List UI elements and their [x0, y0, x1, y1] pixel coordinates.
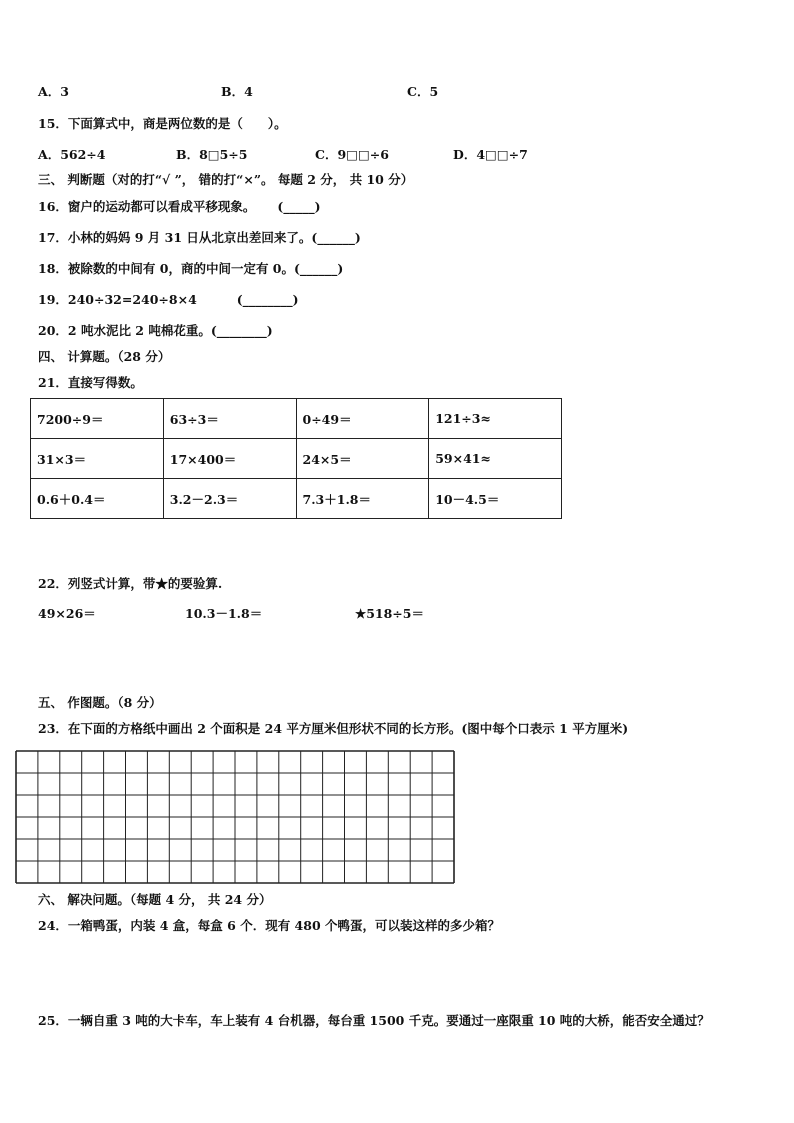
q14-option-b: B．4 — [221, 84, 253, 99]
section5-title: 五、 作图题。（8 分） — [38, 695, 162, 710]
q19-text: 19．240÷32=240÷8×4 (________) — [38, 292, 299, 307]
section4-title: 四、 计算题。（28 分） — [38, 349, 171, 364]
table-cell: 7200÷9＝ — [31, 399, 164, 439]
q14-option-c: C．5 — [407, 84, 439, 99]
q20-text: 20．2 吨水泥比 2 吨棉花重。(________) — [38, 323, 273, 338]
q22-item-1: 49×26＝ — [38, 606, 96, 621]
table-cell: 63÷3＝ — [163, 399, 296, 439]
q23-text: 23．在下面的方格纸中画出 2 个面积是 24 平方厘米但形状不同的长方形。(图中每个口表示 1 平方厘米) — [38, 721, 629, 736]
q15-option-c: C．9□□÷6 — [315, 147, 389, 162]
section6-title: 六、 解决问题。（每题 4 分， 共 24 分） — [38, 892, 272, 907]
q14-option-a: A．3 — [38, 84, 69, 99]
table-row — [31, 479, 562, 519]
grid-canvas[interactable] — [15, 750, 455, 884]
q24-text: 24．一箱鸭蛋，内装 4 盒，每盒 6 个．现有 480 个鸭蛋，可以装这样的多少箱？ — [38, 918, 500, 933]
table-cell: 3.2－2.3＝ — [163, 479, 296, 519]
q22-item-2: 10.3－1.8＝ — [185, 606, 263, 621]
q17-blank[interactable]: (______) — [311, 230, 361, 245]
q18-blank[interactable]: (______) — [294, 261, 344, 276]
table-row — [31, 439, 562, 479]
table-cell: 0÷49＝ — [296, 399, 429, 439]
q15-option-b: B．8□5÷5 — [176, 147, 248, 162]
q22-item-3: ★518÷5＝ — [355, 606, 424, 621]
q15-stem: 15．下面算式中，商是两位数的是（ ）。 — [38, 116, 287, 131]
q17-text: 17．小林的妈妈 9 月 31 日从北京出差回来了。(______) — [38, 230, 361, 245]
table-cell: 7.3＋1.8＝ — [296, 479, 429, 519]
table-cell: 31×3＝ — [31, 439, 164, 479]
q25-text: 25．一辆自重 3 吨的大卡车，车上装有 4 台机器，每台重 1500 千克。要通过一座限重 10 吨的大桥，能否安全通过？ — [38, 1013, 710, 1028]
q15-option-a: A．562÷4 — [38, 147, 106, 162]
q20-blank[interactable]: (________) — [210, 323, 273, 338]
section3-title: 三、 判断题（对的打“√ ”， 错的打“×”。 每题 2 分， 共 10 分） — [38, 172, 414, 187]
mental-math-table — [30, 398, 562, 519]
q18-text: 18．被除数的中间有 0，商的中间一定有 0。(______) — [38, 261, 344, 276]
q16-blank[interactable]: (_____) — [277, 199, 321, 214]
table-cell: 24×5＝ — [296, 439, 429, 479]
table-row — [31, 399, 562, 439]
table-cell: 17×400＝ — [163, 439, 296, 479]
table-cell: 121÷3≈ — [429, 399, 562, 439]
table-cell: 10－4.5＝ — [429, 479, 562, 519]
q16-text: 16．窗户的运动都可以看成平移现象。 (_____) — [38, 199, 321, 214]
table-cell: 59×41≈ — [429, 439, 562, 479]
q15-option-d: D．4□□÷7 — [453, 147, 528, 162]
q19-blank[interactable]: (________) — [236, 292, 299, 307]
square-grid[interactable] — [15, 750, 455, 884]
q21-text: 21．直接写得数。 — [38, 375, 143, 390]
table-cell: 0.6＋0.4＝ — [31, 479, 164, 519]
q22-text: 22．列竖式计算，带★的要验算. — [38, 576, 223, 591]
